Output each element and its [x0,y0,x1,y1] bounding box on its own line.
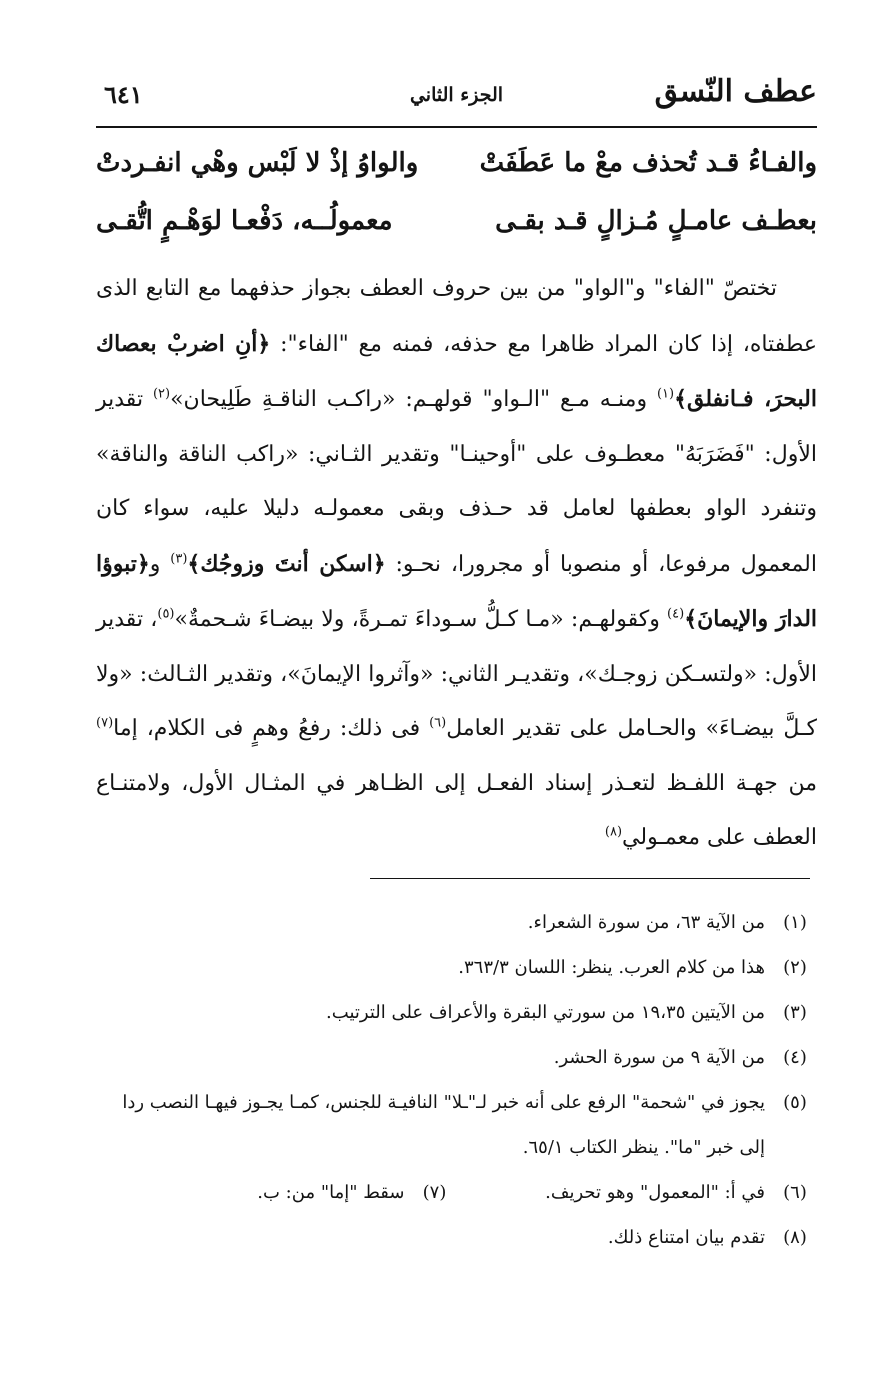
quran-quote-2: ﴿اسكن أنتَ وزوجُك﴾ [187,550,386,577]
body-segment-5: وكقولهـم: «مـا كـلُّ سـوداءَ تمـرةً، ولا بيضـاءَ شـحمةٌ» [174,607,660,632]
footnote-1 [96,900,817,945]
footnote-text: سقط "إما" من: ب. [257,1182,405,1203]
footnote-4 [96,1035,817,1080]
body-segment-1: تختصّ "الفاء" و"الواو" من بين حروف العطف بجواز حذفهما مع التابع الذى عطفتاه، إذا كان المراد ظاهرا مع حذفه، فمنه مع "الفاء": [96,276,817,357]
footnote-number: (٥) [783,1092,807,1113]
footnote-ref-2[interactable]: (٢) [152,386,171,402]
page-header [96,66,817,126]
verse-line-1 [96,148,817,200]
verse-line-2-first-hemistich: بعطـف عامـلٍ مُـزالٍ قـد بقـى [495,206,817,236]
quran-quote-3: ﴿تبوؤا الدارَ والإيمانَ﴾ [96,550,818,632]
footnote-5 [96,1080,817,1170]
footnote-number: (١) [783,912,807,933]
header-rule [96,126,817,128]
part-label: الجزء الثاني [409,84,504,106]
footnote-number: (٦) [783,1182,807,1203]
footnote-text: من الآيتين ١٩،٣٥ من سورتي البقرة والأعراف على الترتيب. [326,1002,765,1023]
footnote-number: (٨) [783,1227,807,1248]
footnote-ref-6[interactable]: (٦) [429,715,447,731]
quran-quote-1: ﴿أنِ اضربْ بعصاك البحرَ، فـانفلق﴾ [96,330,817,412]
footnote-6 [457,1170,818,1215]
body-text [96,262,817,866]
footnote-number: (٤) [783,1047,807,1068]
footnote-text: من الآية ٦٣، من سورة الشعراء. [527,912,765,933]
footnote-row-6-7 [96,1170,817,1215]
footnotes [96,900,817,1260]
footnote-text: تقدم بيان امتناع ذلك. [607,1227,765,1248]
body-paragraph [96,262,817,866]
footnote-ref-8[interactable]: (٨) [604,824,623,840]
footnote-ref-3[interactable]: (٣) [170,551,188,567]
verse-line-1-second-hemistich: والواوُ إذْ لا لَبْس وهْي انفـردتْ [96,148,419,178]
body-segment-6: ، تقدير الأول: «ولتسـكن زوجـك»، وتقديـر الثاني: «وآثروا الإيمانَ»، وتقدير الثـالث: «ولا كـلَّ بيضـاءَ» والحـامل على تقدير العامل [96,607,817,741]
footnote-number: (٣) [783,1002,807,1023]
verse-line-2-second-hemistich: معمولُــه، دَفْعـا لوَهْـمٍ اتُّقـى [96,206,393,236]
footnote-text: يجوز في "شحمة" الرفع على أنه خبر لـ"ـلا" النافيـة للجنس، كمـا يجـوز فيهـا النصب ردا إلى خبر "ما". ينظر الكتاب ٦٥/١. [122,1092,765,1158]
footnote-ref-4[interactable]: (٤) [667,606,685,622]
body-segment-7: فى ذلك: رفعُ وهمٍ فى الكلام، إما [113,716,421,741]
footnote-separator [370,878,810,879]
footnote-7 [96,1170,457,1215]
body-segment-4: و [149,551,161,577]
verse-line-1-first-hemistich: والفـاءُ قـد تُحذف معْ ما عَطَفَتْ [479,148,817,178]
running-title: عطف النّسق [654,74,817,109]
body-segment-2: ومنـه مـع "الـواو" قولهـم: «راكـب الناقـةِ طَلِيحان» [170,387,648,412]
body-segment-8: من جهـة اللفـظ لتعـذر إسناد الفعـل إلى الظـاهر في المثـال الأول، ولامتنـاع العطف على معمـولي [96,770,817,850]
footnote-text: من الآية ٩ من سورة الحشر. [553,1047,765,1068]
footnote-8 [96,1215,817,1260]
footnote-ref-5[interactable]: (٥) [157,606,175,622]
footnote-number: (٧) [422,1182,447,1203]
body-segment-3: تقدير الأول: "فَضَرَبَهُ" معطـوف على "أوحينـا" وتقدير الثـاني: «راكب الناقة والناقة» وتنفرد الواو بعطفها لعامل قد حـذف وبقى معمولـه دليلا عليه، سواء كان المعمول مرفوعا، أو منصوبا أو مجرورا، نحـو: [96,387,817,577]
verse-line-2 [96,206,817,258]
footnote-ref-1[interactable]: (١) [656,386,675,402]
footnote-3 [96,990,817,1035]
page-number: ٦٤١ [104,80,143,109]
footnote-ref-7[interactable]: (٧) [96,715,114,731]
footnote-number: (٢) [783,957,807,978]
footnote-text: في أ: "المعمول" وهو تحريف. [545,1182,765,1203]
footnote-text: هذا من كلام العرب. ينظر: اللسان ٣٦٣/٣. [458,957,765,978]
footnote-2 [96,945,817,990]
